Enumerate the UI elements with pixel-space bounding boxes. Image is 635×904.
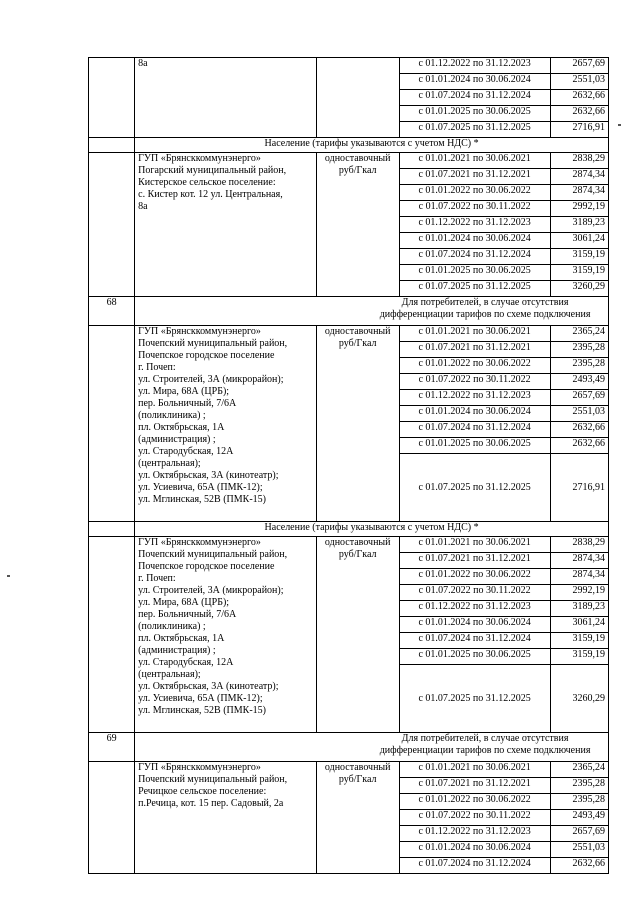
tariff-value-cell: 2992,19 — [550, 201, 609, 217]
tariff-value-cell: 2838,29 — [550, 537, 609, 553]
tariff-value-cell: 2657,69 — [550, 58, 609, 74]
period-cell: с 01.07.2022 по 30.11.2022 — [399, 810, 550, 826]
period-cell: с 01.01.2025 по 30.06.2025 — [399, 265, 550, 281]
period-cell: с 01.01.2024 по 30.06.2024 — [399, 842, 550, 858]
tariff-value-cell: 3189,23 — [550, 601, 609, 617]
category-header: Население (тарифы указываются с учетом НДС) * — [135, 522, 609, 537]
margin-speck — [618, 124, 621, 126]
consumer-group-header: Для потребителей, в случае отсутствия дифференциации тарифов по схеме подключения — [135, 297, 609, 326]
supplier-address-cell — [135, 58, 317, 138]
period-cell: с 01.07.2024 по 31.12.2024 — [399, 633, 550, 649]
tariff-value-cell: 2632,66 — [550, 106, 609, 122]
supplier-address: 8а — [138, 58, 148, 69]
period-cell: с 01.01.2024 по 30.06.2024 — [399, 406, 550, 422]
category-header-row — [89, 138, 609, 153]
tariff-table — [88, 57, 609, 874]
tariff-value-cell: 3061,24 — [550, 617, 609, 633]
numbered-section-row — [89, 297, 609, 326]
period-cell: с 01.07.2021 по 31.12.2021 — [399, 778, 550, 794]
row-number-cell — [89, 153, 135, 297]
tariff-value-cell: 3260,29 — [550, 665, 609, 733]
tariff-value-cell: 2992,19 — [550, 585, 609, 601]
tariff-value-cell: 2632,66 — [550, 858, 609, 874]
numbered-section-row — [89, 733, 609, 762]
tariff-type-cell — [316, 153, 399, 297]
tariff-period-row — [89, 762, 609, 778]
tariff-type: одноставочный руб/Гкал — [324, 537, 391, 560]
period-cell: с 01.12.2022 по 31.12.2023 — [399, 601, 550, 617]
category-header: Население (тарифы указываются с учетом НДС) * — [135, 138, 609, 153]
tariff-value-cell: 2874,34 — [550, 169, 609, 185]
tariff-type-cell — [316, 326, 399, 522]
period-cell: с 01.07.2024 по 31.12.2024 — [399, 90, 550, 106]
tariff-value-cell: 3159,19 — [550, 265, 609, 281]
tariff-period-row — [89, 326, 609, 342]
row-number-cell — [89, 138, 135, 153]
row-number-cell — [89, 58, 135, 138]
tariff-value-cell: 2551,03 — [550, 74, 609, 90]
tariff-value-cell: 3159,19 — [550, 633, 609, 649]
period-cell: с 01.01.2025 по 30.06.2025 — [399, 438, 550, 454]
tariff-value-cell: 2716,91 — [550, 454, 609, 522]
tariff-value-cell: 2493,49 — [550, 810, 609, 826]
tariff-type: одноставочный руб/Гкал — [324, 762, 391, 785]
margin-speck — [7, 575, 10, 577]
supplier-address: ГУП «Брянсккоммунэнерго» Погарский муниципальный район, Кистерское сельское поселение: с. Кистер кот. 12 ул. Центральная, 8а — [138, 153, 287, 212]
tariff-value-cell: 2657,69 — [550, 826, 609, 842]
period-cell: с 01.01.2022 по 30.06.2022 — [399, 569, 550, 585]
tariff-value-cell: 2657,69 — [550, 390, 609, 406]
tariff-value-cell: 2632,66 — [550, 438, 609, 454]
period-cell: с 01.07.2022 по 30.11.2022 — [399, 374, 550, 390]
period-cell: с 01.01.2021 по 30.06.2021 — [399, 153, 550, 169]
tariff-value-cell: 2632,66 — [550, 422, 609, 438]
period-cell: с 01.01.2021 по 30.06.2021 — [399, 326, 550, 342]
tariff-type-cell — [316, 762, 399, 874]
tariff-value-cell: 2395,28 — [550, 358, 609, 374]
tariff-value-cell: 2395,28 — [550, 342, 609, 358]
supplier-address-cell — [135, 153, 317, 297]
period-cell: с 01.01.2025 по 30.06.2025 — [399, 106, 550, 122]
tariff-period-row — [89, 58, 609, 74]
period-cell: с 01.07.2025 по 31.12.2025 — [399, 454, 550, 522]
tariff-value-cell: 2365,24 — [550, 762, 609, 778]
tariff-value-cell: 2551,03 — [550, 406, 609, 422]
period-cell: с 01.07.2024 по 31.12.2024 — [399, 422, 550, 438]
tariff-value-cell: 2874,34 — [550, 569, 609, 585]
tariff-value-cell: 2395,28 — [550, 778, 609, 794]
row-number-cell — [89, 762, 135, 874]
period-cell: с 01.01.2021 по 30.06.2021 — [399, 537, 550, 553]
period-cell: с 01.07.2024 по 31.12.2024 — [399, 249, 550, 265]
period-cell: с 01.07.2025 по 31.12.2025 — [399, 281, 550, 297]
period-cell: с 01.01.2024 по 30.06.2024 — [399, 233, 550, 249]
row-number-cell — [89, 522, 135, 537]
tariff-value-cell: 3159,19 — [550, 649, 609, 665]
supplier-address: ГУП «Брянсккоммунэнерго» Почепский муниципальный район, Почепское городское поселение г. Почеп: ул. Строителей, 3А (микрорайон); ул. Мира, 68А (ЦРБ); пер. Больничный, 7/6А (поликлиника) ; пл. Октябрьская, 1А (администрация) ; ул. Стародубская, 12А (центральная); ул. Октябрьская, 3А (кинотеатр); ул. Усиевича, 65А (ПМК-12); ул. Мглинская, 52В (ПМК-15) — [138, 537, 288, 716]
period-cell: с 01.01.2022 по 30.06.2022 — [399, 358, 550, 374]
tariff-value-cell: 3260,29 — [550, 281, 609, 297]
supplier-address: ГУП «Брянсккоммунэнерго» Почепский муниципальный район, Почепское городское поселение г. Почеп: ул. Строителей, 3А (микрорайон); ул. Мира, 68А (ЦРБ); пер. Больничный, 7/6А (поликлиника) ; пл. Октябрьская, 1А (администрация) ; ул. Стародубская, 12А (центральная); ул. Октябрьская, 3А (кинотеатр); ул. Усиевича, 65А (ПМК-12); ул. Мглинская, 52В (ПМК-15) — [138, 326, 288, 505]
tariff-value-cell: 2365,24 — [550, 326, 609, 342]
tariff-value-cell: 2395,28 — [550, 794, 609, 810]
period-cell: с 01.07.2025 по 31.12.2025 — [399, 665, 550, 733]
tariff-value-cell: 3189,23 — [550, 217, 609, 233]
tariff-period-row — [89, 537, 609, 553]
period-cell: с 01.12.2022 по 31.12.2023 — [399, 217, 550, 233]
tariff-value-cell: 2493,49 — [550, 374, 609, 390]
period-cell: с 01.07.2021 по 31.12.2021 — [399, 553, 550, 569]
tariff-value-cell: 2632,66 — [550, 90, 609, 106]
consumer-group-header: Для потребителей, в случае отсутствия дифференциации тарифов по схеме подключения — [135, 733, 609, 762]
period-cell: с 01.01.2022 по 30.06.2022 — [399, 185, 550, 201]
period-cell: с 01.07.2022 по 30.11.2022 — [399, 585, 550, 601]
tariff-period-row — [89, 153, 609, 169]
tariff-type: одноставочный руб/Гкал — [324, 153, 391, 176]
period-cell: с 01.12.2022 по 31.12.2023 — [399, 390, 550, 406]
tariff-value-cell: 2874,34 — [550, 553, 609, 569]
period-cell: с 01.01.2025 по 30.06.2025 — [399, 649, 550, 665]
row-number: 68 — [89, 297, 135, 326]
tariff-table-body — [89, 58, 609, 874]
tariff-value-cell: 3159,19 — [550, 249, 609, 265]
tariff-value-cell: 2838,29 — [550, 153, 609, 169]
tariff-type: одноставочный руб/Гкал — [324, 326, 391, 349]
period-cell: с 01.07.2025 по 31.12.2025 — [399, 122, 550, 138]
supplier-address-cell — [135, 537, 317, 733]
tariff-value-cell: 2874,34 — [550, 185, 609, 201]
period-cell: с 01.07.2021 по 31.12.2021 — [399, 169, 550, 185]
period-cell: с 01.07.2024 по 31.12.2024 — [399, 858, 550, 874]
supplier-address-cell — [135, 326, 317, 522]
supplier-address-cell — [135, 762, 317, 874]
period-cell: с 01.01.2021 по 30.06.2021 — [399, 762, 550, 778]
row-number-cell — [89, 326, 135, 522]
category-header-row — [89, 522, 609, 537]
tariff-value-cell: 2716,91 — [550, 122, 609, 138]
period-cell: с 01.01.2022 по 30.06.2022 — [399, 794, 550, 810]
period-cell: с 01.01.2024 по 30.06.2024 — [399, 617, 550, 633]
period-cell: с 01.07.2022 по 30.11.2022 — [399, 201, 550, 217]
tariff-type-cell — [316, 58, 399, 138]
tariff-value-cell: 2551,03 — [550, 842, 609, 858]
period-cell: с 01.12.2022 по 31.12.2023 — [399, 826, 550, 842]
period-cell: с 01.07.2021 по 31.12.2021 — [399, 342, 550, 358]
period-cell: с 01.12.2022 по 31.12.2023 — [399, 58, 550, 74]
row-number: 69 — [89, 733, 135, 762]
period-cell: с 01.01.2024 по 30.06.2024 — [399, 74, 550, 90]
row-number-cell — [89, 537, 135, 733]
tariff-value-cell: 3061,24 — [550, 233, 609, 249]
supplier-address: ГУП «Брянсккоммунэнерго» Почепский муниципальный район, Речицкое сельское поселение: п.Речица, кот. 15 пер. Садовый, 2а — [138, 762, 288, 809]
tariff-type-cell — [316, 537, 399, 733]
